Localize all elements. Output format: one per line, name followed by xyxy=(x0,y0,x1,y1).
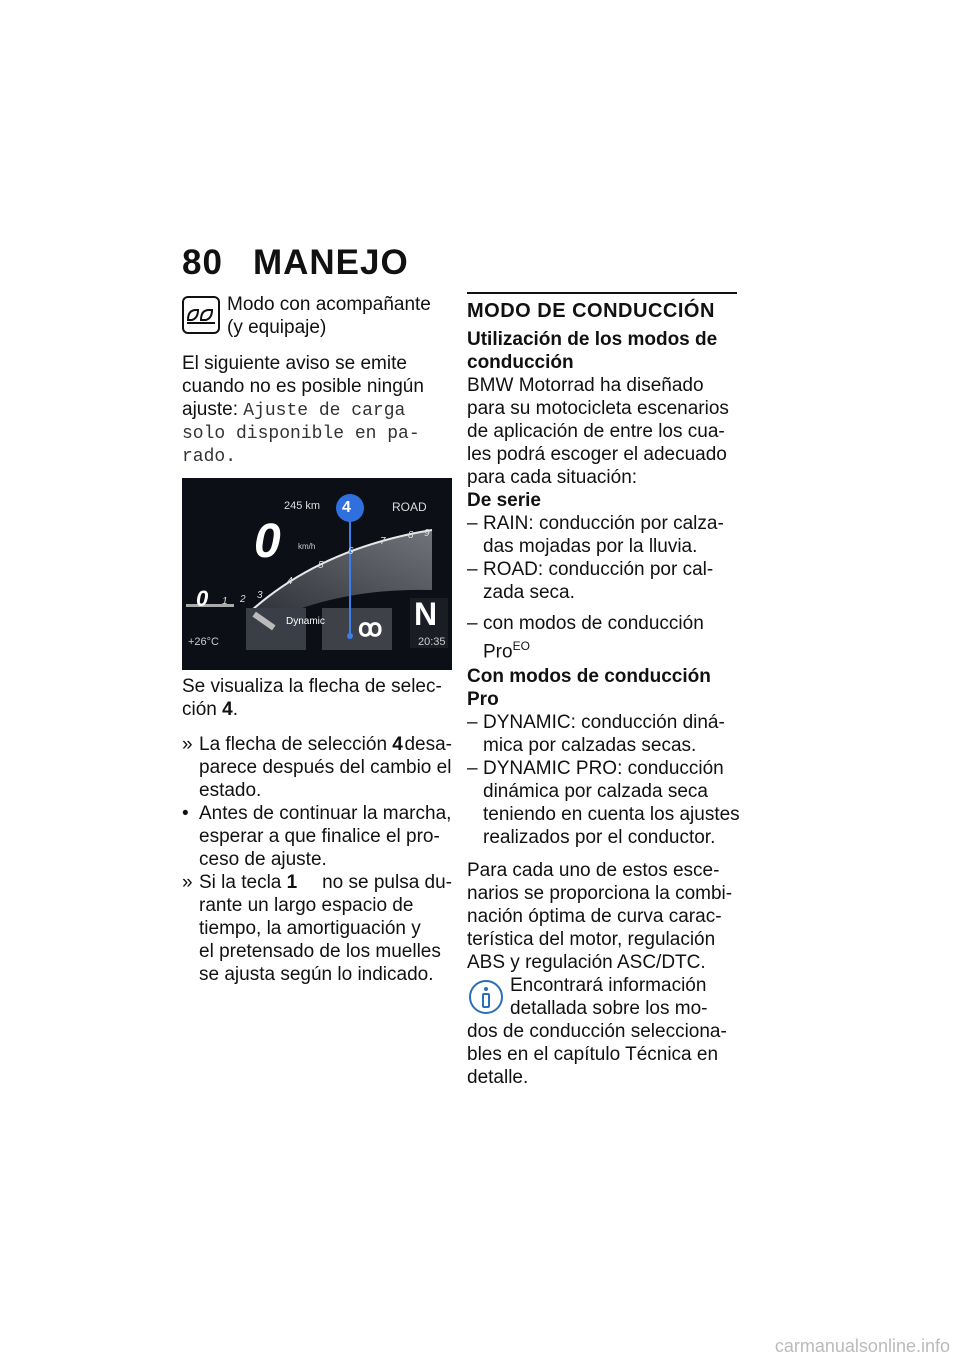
page-title: MANEJO xyxy=(252,243,409,282)
scale-6: 6 xyxy=(348,546,354,557)
speed-readout: 0 xyxy=(254,515,281,568)
list-item: – DYNAMIC: conducción diná- mica por calzadas secas. xyxy=(467,712,725,757)
section-title: MODO DE CONDUCCIÓN xyxy=(467,300,715,322)
dynamic-label: Dynamic xyxy=(286,616,325,627)
speed-unit: km/h xyxy=(298,542,316,551)
page-header xyxy=(182,243,409,283)
scale-1: 1 xyxy=(222,596,228,607)
right-column: Utilización de los modos de conducción BMW Motorrad ha diseñado para su motocicleta escenarios de aplicación de entre los cua- les podrá escoger el adecuado para cada situación: De serie – RAIN: conducción por calza- das mojadas por la lluvia. – ROAD: conducción por cal- zada seca. – con modos de conducción Pro$^{EO}$ Con modos de conducción Pro – DYNAMIC: conducción diná- mica por calzadas secas. – DYNAMIC PRO: conducción dinámica por calzada seca teniendo en cuenta los ajustes realizados por el conductor. Para cada uno de estos esce- narios se proporciona la combi- nación óptima de curva carac- terística del motor, regulación ABS y regulación ASC/DTC. Encontrará información detallada sobre los mo- dos de conducción selecciona- bles en el capítulo Técnica en detalle. xyxy=(467,328,742,1089)
mode-readout: ROAD xyxy=(392,500,427,514)
icon-caption: Modo con acompañante (y equipaje) xyxy=(227,294,431,338)
subheading: Utilización de los modos de xyxy=(467,329,718,350)
scale-8: 8 xyxy=(408,530,414,541)
time-readout: 20:35 xyxy=(418,636,446,648)
gear-zero: 0 xyxy=(196,586,209,611)
page-number: 80 xyxy=(182,243,223,282)
list-item: • Antes de continuar la marcha, esperar a que finalice el pro- ceso de ajuste. xyxy=(182,803,452,870)
callout-badge: 4 xyxy=(342,499,351,516)
list-item: – RAIN: conducción por calza- das mojadas por la lluvia. xyxy=(467,513,724,557)
scale-9: 9 xyxy=(424,528,430,539)
eo-superscript: EO xyxy=(512,639,530,653)
temp-readout: +26°C xyxy=(188,636,220,648)
info-note: Encontrará información detallada sobre los mo- dos de conducción selecciona- bles en el capítulo Técnica en detalle. xyxy=(467,975,727,1089)
dashboard-screenshot xyxy=(182,478,452,670)
gear-readout: N xyxy=(414,596,438,632)
info-icon xyxy=(467,978,503,1014)
figure-caption: Se visualiza la flecha de selec- ción 4. xyxy=(182,676,442,720)
warning-paragraph: El siguiente aviso se emite cuando no es posible ningún ajuste: Ajuste de carga solo disponible en pa- rado. xyxy=(182,353,424,467)
passenger-mode-icon xyxy=(182,296,218,332)
watermark[interactable]: carmanualsonline.info xyxy=(774,1336,950,1356)
list-item: » Si la tecla 1 no se pulsa du- rante un largo espacio de tiempo, la amortiguación y el pretensado de los muelles se ajusta según lo indicado. xyxy=(182,872,452,985)
list-item: – ROAD: conducción por cal- zada seca. xyxy=(467,559,714,603)
scale-7: 7 xyxy=(380,536,386,547)
scenario-paragraph: Para cada uno de estos esce- narios se proporciona la combi- nación óptima de curva carac- terística del motor, regulación ABS y regulación ASC/DTC. xyxy=(467,860,733,974)
scale-3: 3 xyxy=(257,590,263,601)
instruction-list xyxy=(182,733,452,986)
scale-5: 5 xyxy=(318,560,324,571)
list-item: – DYNAMIC PRO: conducción dinámica por calzada seca teniendo en cuenta los ajustes realizados por el conductor. xyxy=(467,758,740,849)
intro-paragraph: BMW Motorrad ha diseñado para su motocicleta escenarios de aplicación de entre los cua- les podrá escoger el adecuado para cada situación: xyxy=(467,375,729,488)
section-rule xyxy=(467,292,737,294)
list-item: » La flecha de selección 4 desa- parece después del cambio el estado. xyxy=(182,734,452,801)
list-item: – con modos de conducción Pro$^{EO}$ xyxy=(467,613,704,663)
scale-2: 2 xyxy=(240,594,246,605)
pro-heading: Con modos de conducción xyxy=(467,666,711,688)
scale-4: 4 xyxy=(287,576,293,587)
de-serie-heading: De serie xyxy=(467,490,541,511)
range-readout: 245 km xyxy=(284,500,321,512)
passenger-mode-icon-dash: ꝏ xyxy=(358,615,383,642)
